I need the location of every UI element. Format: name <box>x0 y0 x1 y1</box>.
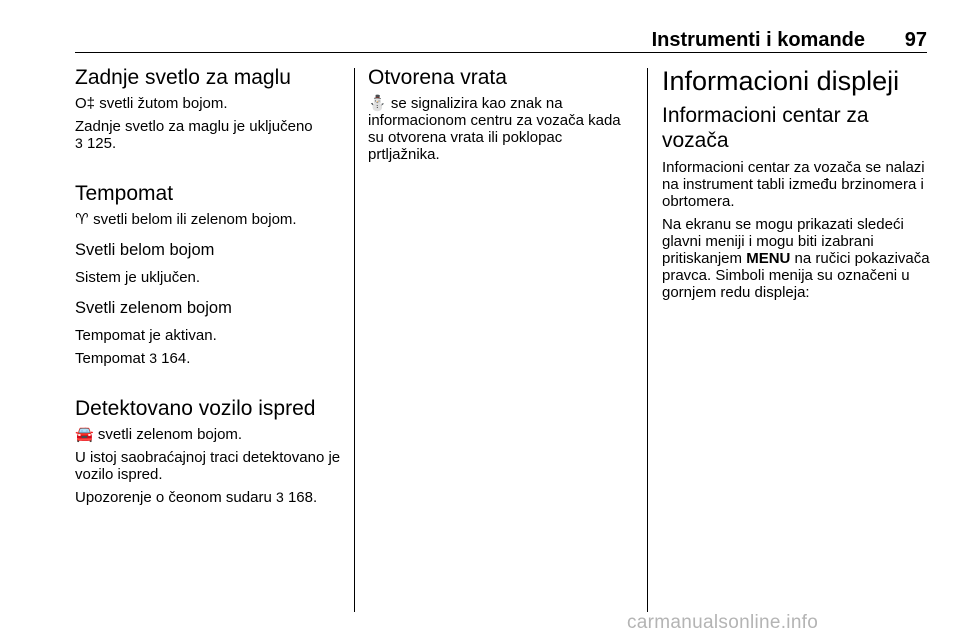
paragraph: ♈ svetli belom ili zelenom bojom. <box>75 211 297 228</box>
subsection-title: Svetli zelenom bojom <box>75 299 232 317</box>
column-2 <box>368 66 636 169</box>
paragraph: Zadnje svetlo za maglu je uključeno 3 125. <box>75 118 313 152</box>
section-title: Zadnje svetlo za maglu <box>75 66 291 89</box>
page-reference[interactable]: 168. <box>287 489 318 506</box>
chapter-title: Informacioni displeji <box>662 66 900 96</box>
column-3 <box>662 66 930 307</box>
watermark: carmanualsonline.info <box>627 612 819 633</box>
page-number: 97 <box>904 29 927 51</box>
paragraph: Sistem je uključen. <box>75 269 201 286</box>
paragraph: Tempomat je aktivan. <box>75 327 217 344</box>
header-rule <box>75 52 927 53</box>
section-title: Tempomat <box>75 182 174 205</box>
page-reference[interactable]: 125. <box>86 135 117 152</box>
section-rear-fog-light <box>75 66 350 152</box>
paragraph: Informacioni centar za vozača se nalazi na instrument tabli između brzinomera i obrtomera. <box>662 159 925 210</box>
section-title: Otvorena vrata <box>368 66 507 89</box>
paragraph: 🚘 svetli zelenom bojom. <box>75 426 243 443</box>
column-divider-1 <box>354 68 355 612</box>
vehicle-ahead-icon: 🚘 <box>75 426 94 443</box>
page-reference-icon: 3 <box>75 135 83 151</box>
paragraph: ⛄ se signalizira kao znak na informacionom centru za vozača kada su otvorena vrata ili poklopac prtljažnika. <box>368 95 621 163</box>
paragraph: Na ekranu se mogu prikazati sledeći glavni meniji i mogu biti izabrani pritiskanjem MENU na ručici pokazivača pravca. Simboli menija su označeni u gornjem redu displeja: <box>662 216 930 301</box>
paragraph: U istoj saobraćajnoj traci detektovano je vozilo ispred. <box>75 449 341 483</box>
rear-fog-light-icon: O‡ <box>75 95 96 112</box>
page-reference[interactable]: 164. <box>161 350 191 367</box>
section-title: Detektovano vozilo ispred <box>75 397 316 420</box>
section-vehicle-ahead <box>75 397 350 506</box>
section-door-open <box>368 66 636 163</box>
door-open-icon: ⛄ <box>368 95 387 112</box>
header-title: Instrumenti i komande <box>651 29 865 51</box>
section-title: Informacioni centar za vozača <box>662 104 869 152</box>
column-divider-2 <box>647 68 648 612</box>
paragraph: Upozorenje o čeonom sudaru 3 168. <box>75 489 318 506</box>
page-reference-icon: 3 <box>275 489 284 505</box>
subsection-title: Svetli belom bojom <box>75 241 215 259</box>
paragraph: Tempomat 3 164. <box>75 350 191 367</box>
menu-button-label: MENU <box>746 250 791 267</box>
cruise-control-icon: ♈ <box>75 211 89 228</box>
section-cruise-control <box>75 182 350 367</box>
paragraph: O‡ svetli žutom bojom. <box>75 95 228 112</box>
column-1 <box>75 66 350 512</box>
page-reference-icon: 3 <box>149 350 157 366</box>
